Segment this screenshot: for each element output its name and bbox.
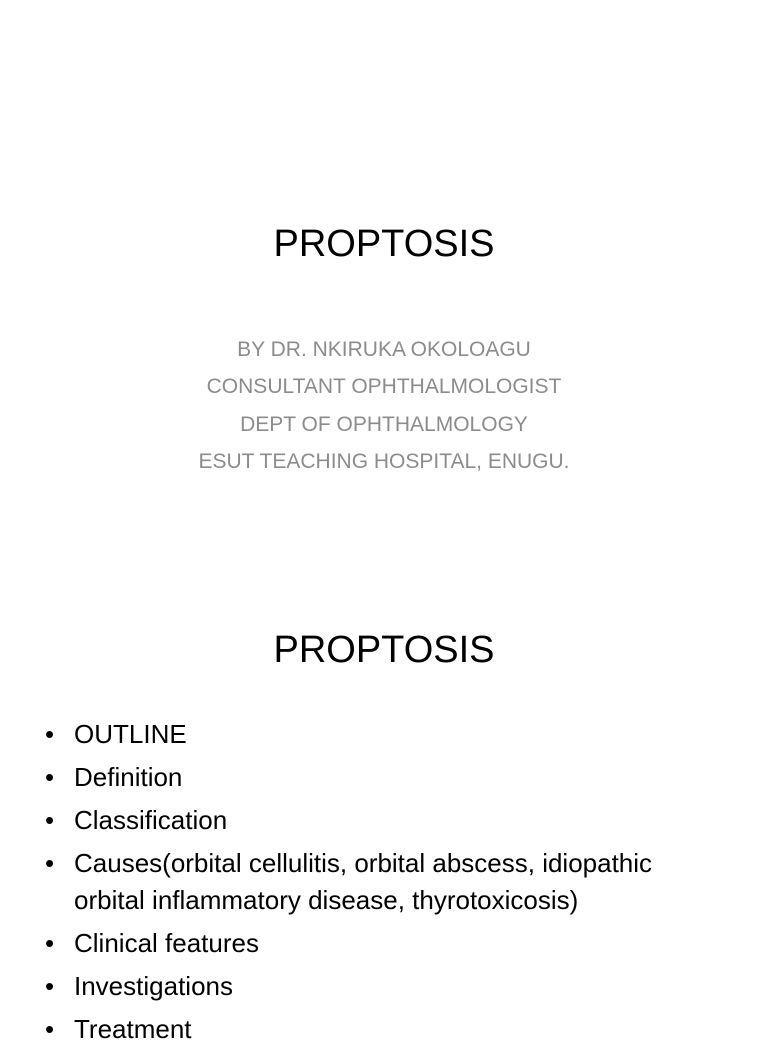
bullet-icon: • (45, 848, 55, 878)
bullet-icon: • (45, 805, 55, 835)
bullet-item (0, 759, 768, 796)
bullet-icon: • (45, 928, 55, 958)
bullet-item (0, 925, 768, 962)
bullet-icon: • (45, 971, 55, 1001)
bullet-list (0, 716, 768, 1054)
bullet-text: Definition (74, 762, 183, 792)
bullet-item (0, 845, 768, 919)
bullet-text: Clinical features (74, 928, 259, 958)
outline-slide (0, 576, 768, 1044)
slide-title: PROPTOSIS (273, 223, 495, 265)
slide-title: PROPTOSIS (273, 629, 495, 671)
bullet-item (0, 802, 768, 839)
hospital-line: ESUT TEACHING HOSPITAL, ENUGU. (198, 449, 570, 473)
slide-subtitle (0, 331, 768, 480)
bullet-icon: • (45, 762, 55, 792)
bullet-text: OUTLINE (74, 719, 187, 749)
department-line: DEPT OF OPHTHALMOLOGY (240, 412, 528, 436)
bullet-text: Classification (74, 805, 228, 835)
bullet-item (0, 1011, 768, 1048)
author-line: BY DR. NKIRUKA OKOLOAGU (237, 338, 531, 361)
bullet-item (0, 716, 768, 753)
bullet-text: Investigations (74, 971, 233, 1001)
bullet-text: Causes(orbital cellulitis, orbital abscess, idiopathic orbital inflammatory disease, thyrotoxicosis) (74, 848, 653, 915)
author-role-line: CONSULTANT OPHTHALMOLOGIST (206, 375, 562, 399)
bullet-icon: • (45, 719, 55, 749)
bullet-text: Treatment (74, 1014, 192, 1044)
bullet-icon: • (45, 1014, 55, 1044)
bullet-item (0, 968, 768, 1005)
